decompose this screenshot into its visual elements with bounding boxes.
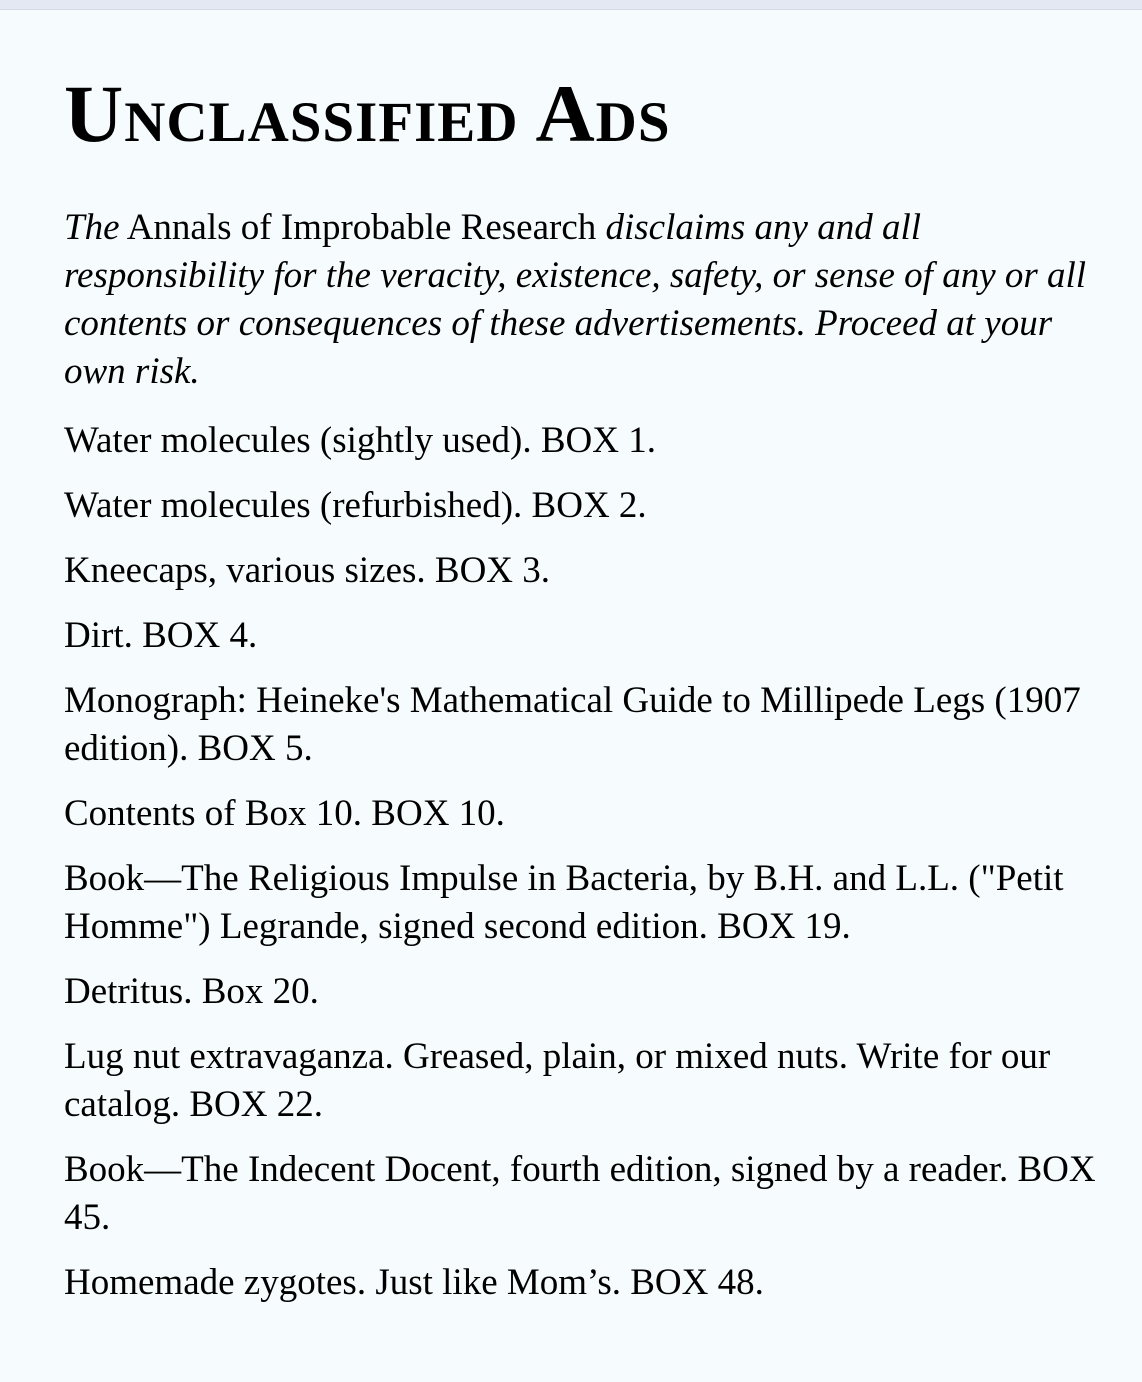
ads-list (64, 417, 1104, 1307)
browser-top-edge (0, 0, 1142, 10)
ad-item: Book—The Indecent Docent, fourth edition, signed by a reader. BOX 45. (64, 1149, 1096, 1238)
page-title: Unclassified Ads (64, 68, 671, 159)
ad-item: Dirt. BOX 4. (64, 615, 258, 656)
ad-item: Water molecules (refurbished). BOX 2. (64, 485, 647, 526)
ad-item: Contents of Box 10. BOX 10. (64, 793, 505, 834)
ad-item: Water molecules (sightly used). BOX 1. (64, 420, 656, 461)
disclaimer (64, 204, 1104, 396)
disclaimer-publication-name: Annals of Improbable Research (119, 207, 606, 248)
disclaimer-text: disclaims any and all responsibility for the veracity, existence, safety, or sense of any or all contents or consequences of these advertisements. Proceed at your own risk. (64, 207, 1087, 392)
ad-item: Homemade zygotes. Just like Mom’s. BOX 48. (64, 1262, 764, 1303)
disclaimer-the: The (64, 207, 120, 248)
ad-item: Detritus. Box 20. (64, 971, 319, 1012)
ad-item: Book—The Religious Impulse in Bacteria, by B.H. and L.L. ("Petit Homme") Legrande, signed second edition. BOX 19. (64, 858, 1064, 947)
ad-item: Monograph: Heineke's Mathematical Guide to Millipede Legs (1907 edition). BOX 5. (64, 680, 1081, 769)
article (64, 64, 1104, 1324)
ad-item: Kneecaps, various sizes. BOX 3. (64, 550, 551, 591)
ad-item: Lug nut extravaganza. Greased, plain, or mixed nuts. Write for our catalog. BOX 22. (64, 1036, 1051, 1125)
